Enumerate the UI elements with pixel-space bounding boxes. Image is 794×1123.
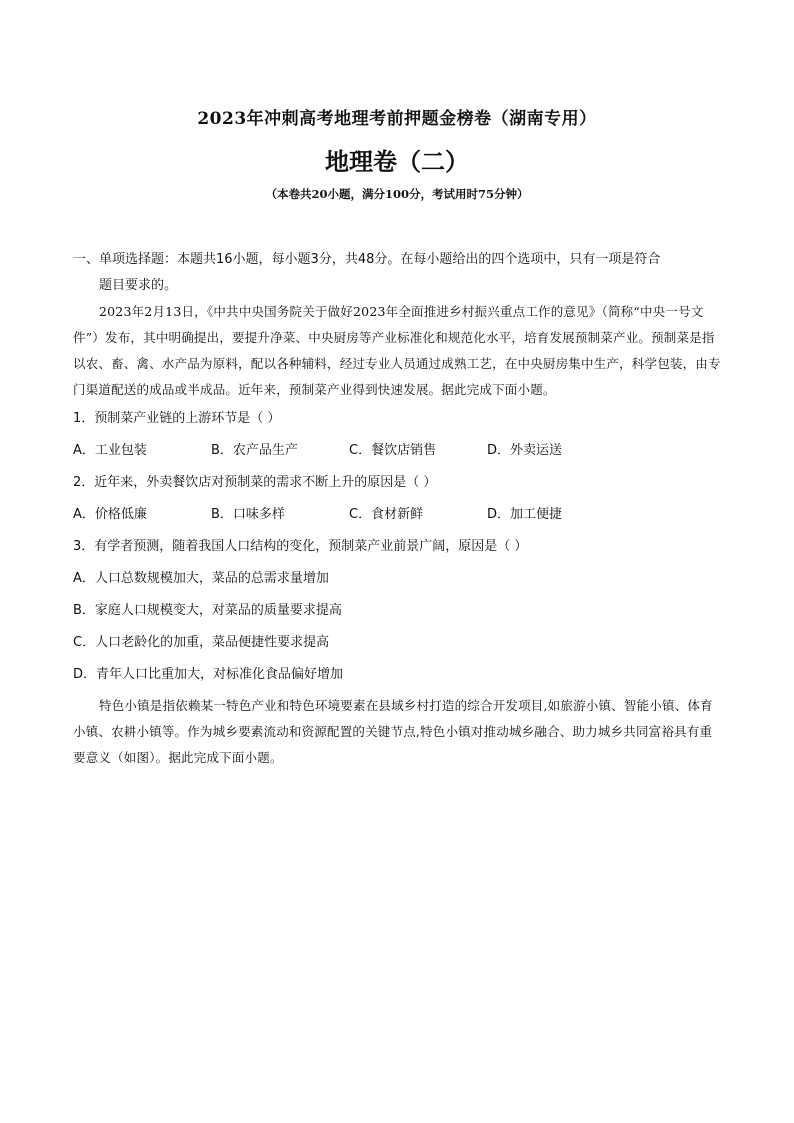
question-1-stem: 1．预制菜产业链的上游环节是（ ） xyxy=(73,411,281,426)
question-2-option-b[interactable]: B．口味多样 xyxy=(211,507,285,522)
question-3-option-d[interactable]: D．青年人口比重加大，对标准化食品偏好增加 xyxy=(73,667,344,682)
question-3-option-b[interactable]: B．家庭人口规模变大，对菜品的质量要求提高 xyxy=(73,603,342,618)
passage-prefab-food: 2023年2月13日，《中共中央国务院关于做好2023年全面推进乡村振兴重点工作的意见》（简称“中央一号文件”）发布，其中明确提出，要提升净菜、中央厨房等产业标准化和规范化水平，培育发展预制菜产业。预制菜是指以农、畜、禽、水产品为原料，配以各种辅料，经过专业人员通过成熟工艺，在中央厨房集中生产，科学包装，由专门渠道配送的成品或半成品。近年来，预制菜产业得到快速发展。据此完成下面小题。 xyxy=(73,304,721,397)
question-1-option-c[interactable]: C．餐饮店销售 xyxy=(349,443,437,458)
exam-note: （本卷共20小题，满分100分，考试用时75分钟） xyxy=(265,187,529,201)
question-1-option-a[interactable]: A．工业包装 xyxy=(73,443,147,458)
question-2-option-d[interactable]: D．加工便捷 xyxy=(487,507,563,522)
question-2-option-c[interactable]: C．食材新鲜 xyxy=(349,507,424,522)
exam-content xyxy=(73,247,723,771)
section-heading xyxy=(73,247,723,299)
question-1-options xyxy=(73,435,723,467)
exam-subtitle: 地理卷（二） xyxy=(325,148,469,176)
question-1-option-d[interactable]: D．外卖运送 xyxy=(487,443,563,458)
question-2-options xyxy=(73,499,723,531)
question-3-option-a[interactable]: A．人口总数规模加大，菜品的总需求量增加 xyxy=(73,571,329,586)
section-heading-line1: 一、单项选择题：本题共16小题，每小题3分，共48分。在每小题给出的四个选项中，只有一项是符合 xyxy=(73,252,661,267)
question-2-option-a[interactable]: A．价格低廉 xyxy=(73,507,147,522)
section-heading-line2: 题目要求的。 xyxy=(99,278,178,293)
passage-featured-towns: 特色小镇是指依赖某一特色产业和特色环境要素在县域乡村打造的综合开发项目,如旅游小镇、智能小镇、体育小镇、农耕小镇等。作为城乡要素流动和资源配置的关键节点,特色小镇对推动城乡融合、助力城乡共同富裕具有重要意义（如图）。据此完成下面小题。 xyxy=(73,698,713,765)
exam-title: 2023年冲刺高考地理考前押题金榜卷（湖南专用） xyxy=(197,109,597,129)
question-3-stem: 3．有学者预测，随着我国人口结构的变化，预制菜产业前景广阔，原因是（ ） xyxy=(73,539,528,554)
question-1-option-b[interactable]: B．农产品生产 xyxy=(211,443,298,458)
question-3-option-c[interactable]: C．人口老龄化的加重，菜品便捷性要求提高 xyxy=(73,635,330,650)
question-2-stem: 2．近年来，外卖餐饮店对预制菜的需求不断上升的原因是（ ） xyxy=(73,475,437,490)
